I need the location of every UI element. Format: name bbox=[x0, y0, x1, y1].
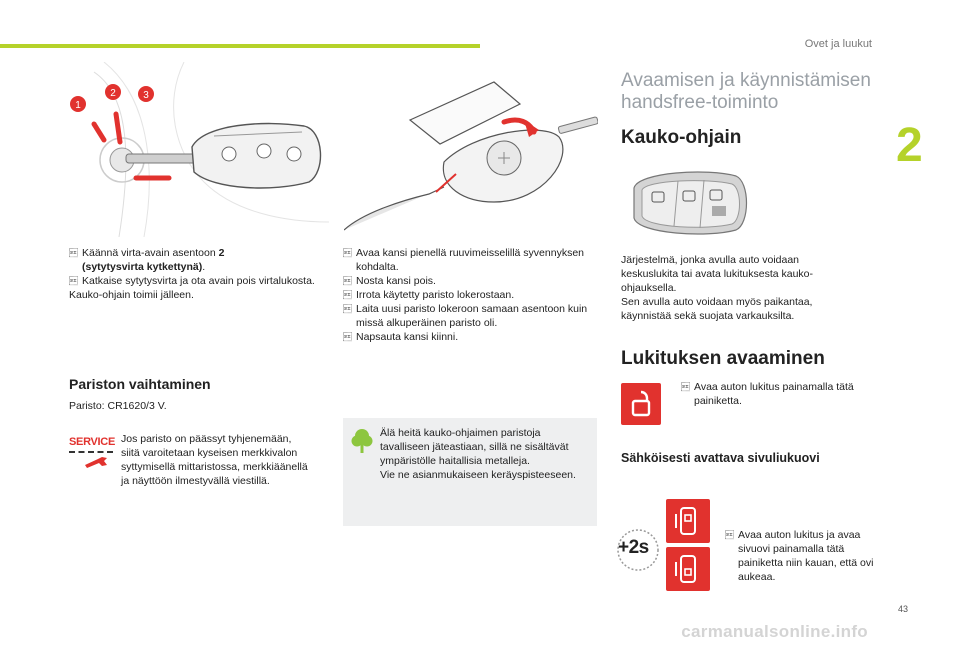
sliding-door-instruction:  Avaa auton lukitus ja avaa sivuovi painamalla tätä painiketta niin kauan, että ovi aukeaa. bbox=[725, 528, 888, 584]
unlock-instruction:  Avaa auton lukitus painamalla tätä painiketta. bbox=[681, 380, 874, 408]
chapter-number: 2 bbox=[896, 119, 923, 172]
environment-note bbox=[343, 418, 597, 526]
step-item:  Napsauta kansi kiinni. bbox=[343, 330, 593, 344]
page-number: 43 bbox=[898, 604, 909, 614]
sliding-door-heading: Sähköisesti avattava sivuliukuovi bbox=[621, 451, 820, 465]
step-item:  Avaa kansi pienellä ruuvimeisselillä syvennyksen kohdalta. bbox=[343, 246, 593, 274]
section-header: Ovet ja luukut bbox=[804, 38, 872, 50]
step-item:  Käännä virta-avain asentoon 2 (sytytysvirta kytkettynä). bbox=[69, 246, 329, 274]
ignition-key-illustration bbox=[64, 62, 329, 237]
remote-key-image bbox=[628, 168, 750, 238]
page-title: Avaamisen ja käynnistämisen handsfree-toiminto bbox=[621, 70, 871, 113]
middle-steps bbox=[343, 246, 593, 344]
step-item:  Nosta kansi pois. bbox=[343, 274, 593, 288]
left-steps bbox=[69, 246, 329, 302]
watermark: carmanualsonline.info bbox=[681, 622, 868, 641]
step-item:  Laita uusi paristo lokeroon samaan asentoon kuin missä alkuperäinen paristo oli. bbox=[343, 302, 593, 330]
hold-timer-icon bbox=[616, 528, 660, 572]
callout-2: 2 bbox=[110, 88, 116, 99]
tree-icon bbox=[351, 428, 373, 454]
hold-label: +2s bbox=[618, 537, 649, 558]
battery-illustration bbox=[344, 62, 598, 237]
accent-bar bbox=[0, 44, 480, 48]
note-text-2: Vie ne asianmukaiseen keräyspisteeseen. bbox=[380, 469, 576, 481]
callout-3: 3 bbox=[143, 90, 149, 101]
unlock-button-icon bbox=[621, 383, 661, 425]
service-icon: SERVICE bbox=[69, 436, 117, 476]
service-text: Jos paristo on päässyt tyhjenemään, siitä varoitetaan kyseisen merkkivalon syttymisellä mittaristossa, merkkiäänellä ja näyttöön ilmestyvällä viestillä. bbox=[121, 433, 308, 487]
note-text: Älä heitä kauko-ohjaimen paristoja tavalliseen jäteastiaan, sillä ne sisältävät ympäristölle haitallisia metalleja. bbox=[380, 427, 569, 467]
battery-spec: Paristo: CR1620/3 V. bbox=[69, 400, 167, 412]
sliding-door-button-icon-2 bbox=[666, 547, 710, 591]
remote-heading: Kauko-ohjain bbox=[621, 127, 742, 148]
unlock-heading: Lukituksen avaaminen bbox=[621, 348, 825, 369]
step-item:  Katkaise sytytysvirta ja ota avain pois virtalukosta. bbox=[69, 274, 329, 288]
result-text: Kauko-ohjain toimii jälleen. bbox=[69, 289, 194, 301]
remote-description: Järjestelmä, jonka avulla auto voidaan keskuslukita tai avata lukituksesta kauko-ohjauksella. Sen avulla auto voidaan myös paikantaa, käynnistää sekä suojata varkauksilta. bbox=[621, 254, 814, 322]
battery-heading: Pariston vaihtaminen bbox=[69, 376, 211, 392]
step-item:  Irrota käytetty paristo lokerostaan. bbox=[343, 288, 593, 302]
sliding-door-button-icon bbox=[666, 499, 710, 543]
callout-1: 1 bbox=[75, 100, 81, 111]
